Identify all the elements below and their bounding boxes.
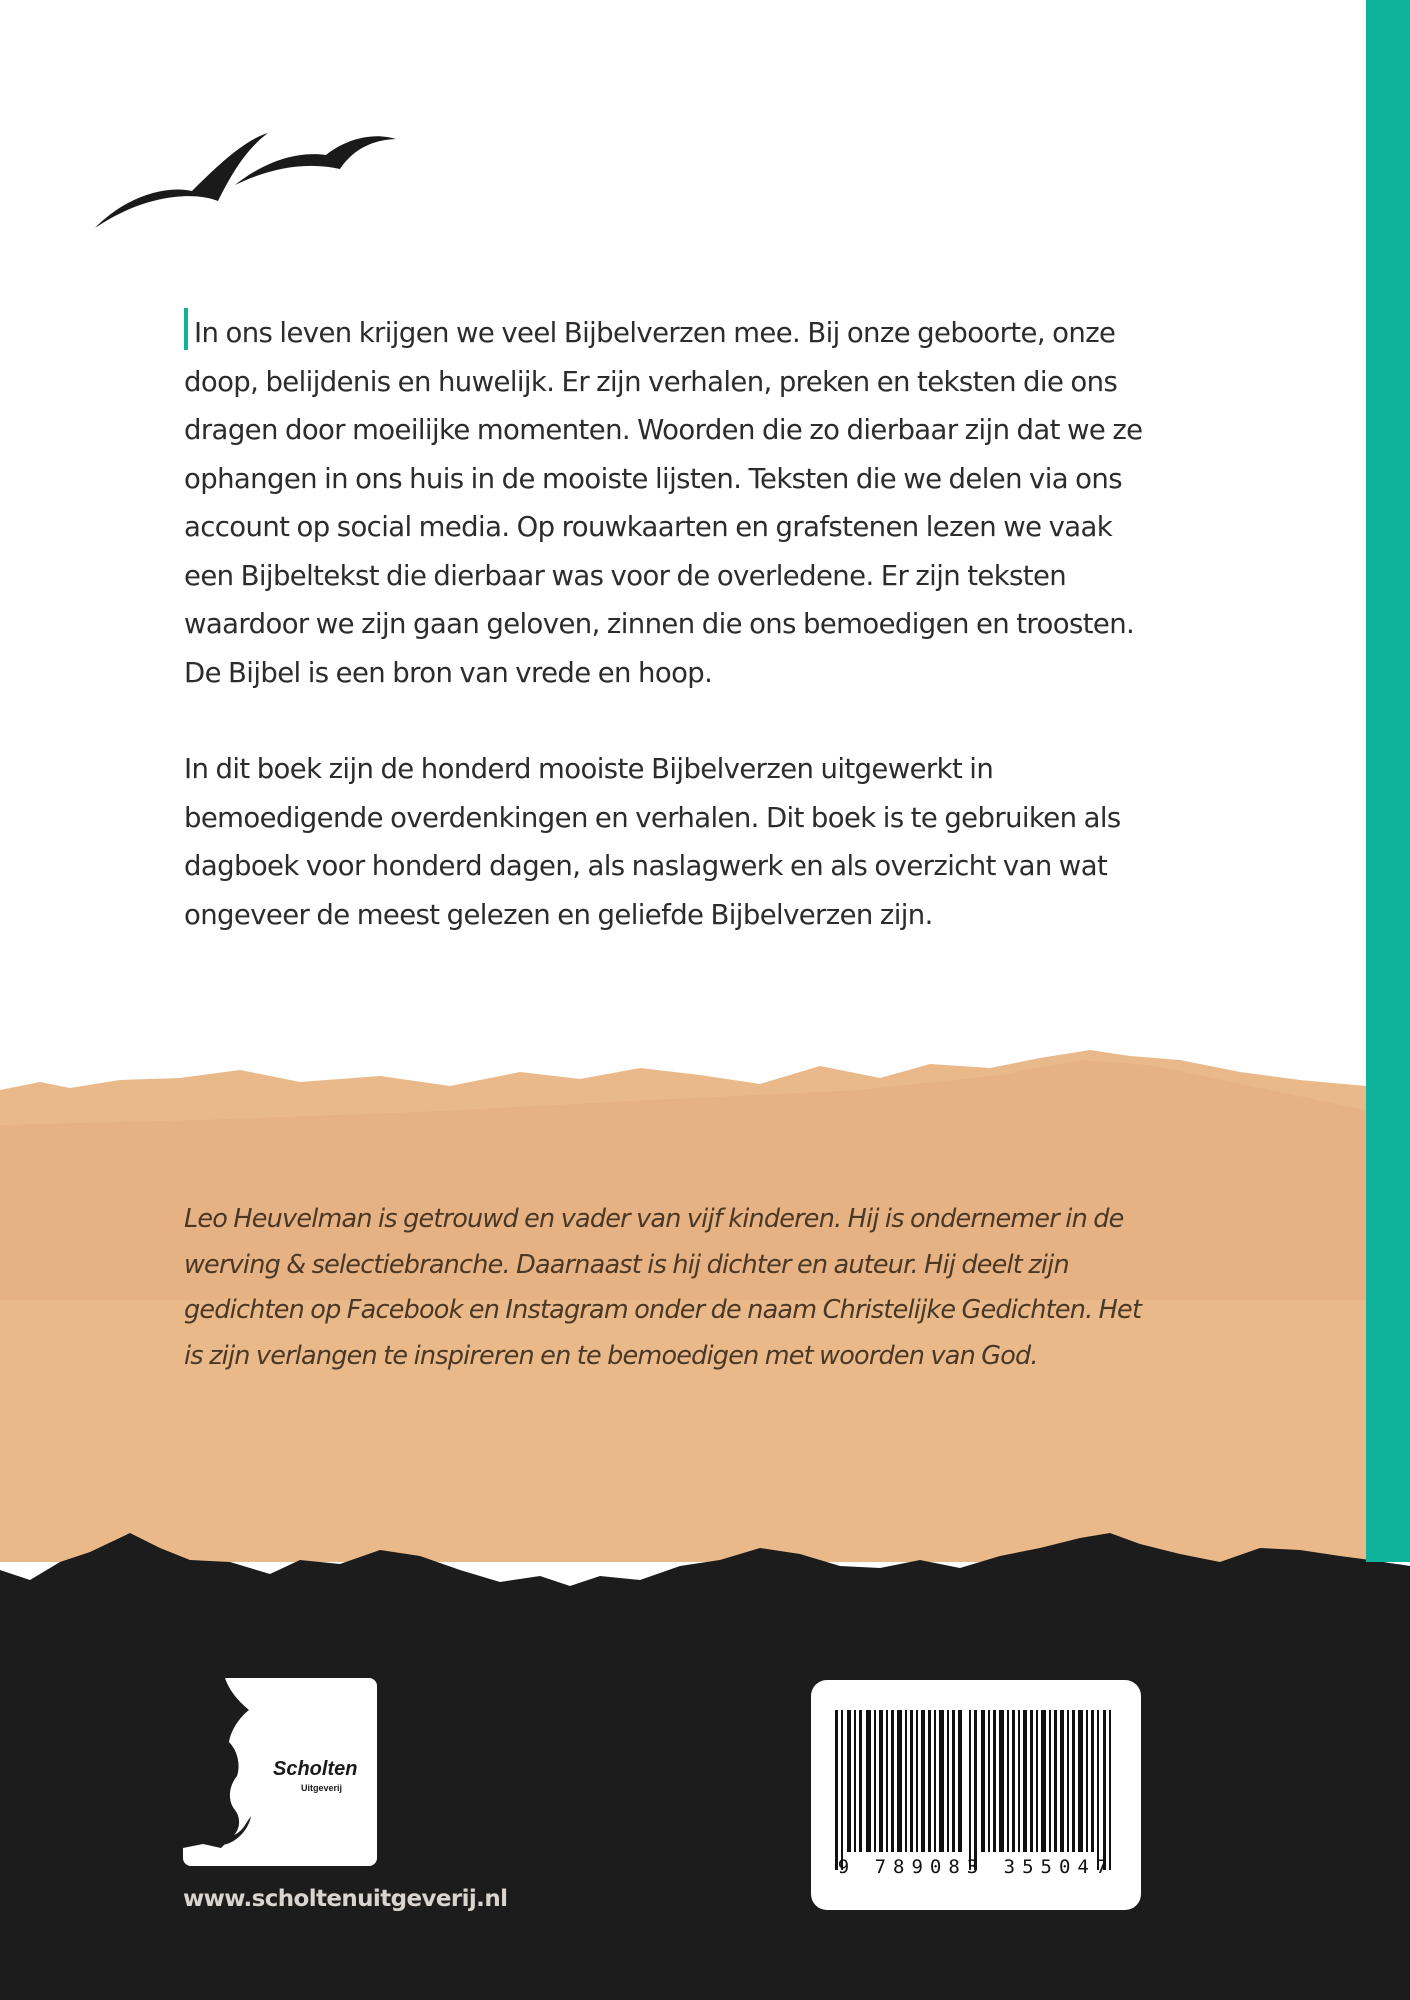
author-bio (184, 1197, 1154, 1379)
publisher-logo (183, 1678, 377, 1866)
teal-side-stripe (1366, 0, 1410, 1562)
publisher-subtitle: Uitgeverij (301, 1783, 343, 1793)
blurb-text (184, 308, 1144, 939)
blurb-paragraph-2: In dit boek zijn de honderd mooiste Bijbelverzen uitgewerkt in bemoedigende overdenkingen en verhalen. Dit boek is te gebruiken als dagboek voor honderd dagen, als naslagwerk en als overzicht van wat ongeveer de meest gelezen en geliefde Bijbelverzen zijn. (184, 753, 1121, 931)
publisher-name: Scholten (273, 1758, 358, 1780)
isbn-barcode (811, 1680, 1141, 1910)
drop-cap-bar (184, 308, 188, 350)
blurb-paragraph-1: In ons leven krijgen we veel Bijbelverzen mee. Bij onze geboorte, onze doop, belijdenis en huwelijk. Er zijn verhalen, preken en teksten die ons dragen door moeilijke momenten. Woorden die zo dierbaar zijn dat we ze ophangen in ons huis in de mooiste lijsten. Teksten die we delen via ons account op social media. Op rouwkaarten en grafstenen lezen we vaak een Bijbeltekst die dierbaar was voor de overledene. Er zijn teksten waardoor we zijn gaan geloven, zinnen die ons bemoedigen en troosten. De Bijbel is een bron van vrede en hoop. (184, 308, 1144, 697)
author-bio-text: Leo Heuvelman is getrouwd en vader van vijf kinderen. Hij is ondernemer in de werving & selectiebranche. Daarnaast is hij dichter en auteur. Hij deelt zijn gedichten op Facebook en Instagram onder de naam Christelijke Gedichten. Het is zijn verlangen te inspireren en te bemoedigen met woorden van God. (184, 1204, 1142, 1371)
birds-illustration (90, 125, 410, 235)
publisher-website: www.scholtenuitgeverij.nl (183, 1886, 508, 1912)
isbn-number: 9 789083 355047 (837, 1856, 1115, 1878)
